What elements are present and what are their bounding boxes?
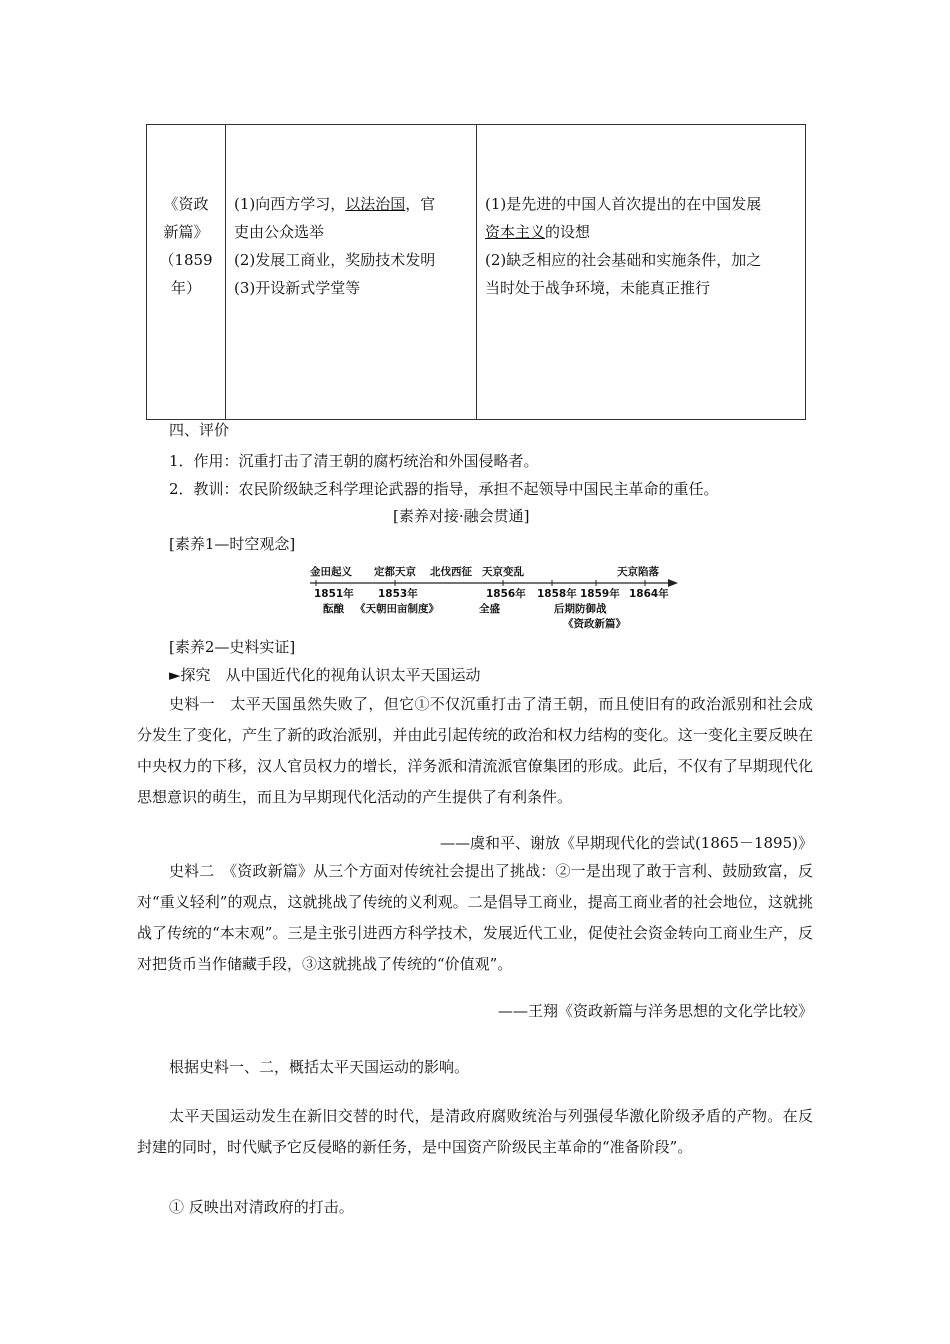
timeline-period: 酝酿	[323, 603, 344, 615]
timeline-period: 《资政新篇》	[563, 618, 626, 630]
content-cell	[226, 125, 477, 420]
literacy-heading: [素养1—时空观念]	[169, 535, 296, 553]
evaluation-line: (2)缺乏相应的社会基础和实施条件，加之	[485, 251, 762, 269]
content-line: 吏由公众选举	[234, 223, 325, 241]
content-line: (1)向西方学习，以法治国，官	[234, 195, 436, 213]
source-two-citation: ——王翔《资政新篇与洋务思想的文化学比较》	[497, 1002, 813, 1020]
timeline-year: 1851年	[314, 588, 354, 600]
evaluation-item: 2．教训：农民阶级缺乏科学理论武器的指导，承担不起领导中国民主革命的重任。	[169, 480, 719, 498]
timeline-period: 后期防御战	[554, 603, 607, 615]
timeline-period: 全盛	[479, 603, 500, 615]
timeline-year: 1853年	[378, 588, 418, 600]
explore-heading: ►探究 从中国近代化的视角认识太平天国运动	[169, 666, 481, 684]
answer: 太平天国运动发生在新旧交替的时代，是清政府腐败统治与列强侵华激化阶级矛盾的产物。在反封建的同时，时代赋予它反侵略的新任务，是中国资产阶级民主革命的“准备阶段”。	[137, 1107, 813, 1156]
timeline-year: 1864年	[629, 588, 669, 600]
evaluation-line: (1)是先进的中国人首次提出的在中国发展	[485, 195, 762, 213]
timeline-year: 1856年	[486, 588, 526, 600]
timeline-event: 金田起义	[310, 566, 352, 578]
evaluation-line: 资本主义的设想	[485, 223, 591, 241]
question: 根据史料一、二，概括太平天国运动的影响。	[169, 1058, 470, 1076]
doc-title-line: 年）	[170, 279, 201, 297]
evaluation-item: 1．作用：沉重打击了清王朝的腐朽统治和外国侵略者。	[169, 452, 539, 470]
source-two: 史料二 《资政新篇》从三个方面对传统社会提出了挑战：②一是出现了敢于言利、鼓励致富，反对“重义轻利”的观点，这就挑战了传统的义利观。二是倡导工商业，提高工商业者的社会地位，这就挑战了传统的“本末观”。三是主张引进西方科学技术，发展近代工业，促使社会资金转向工商业生产，反对把货币当作储藏手段，③这就挑战了传统的“价值观”。	[137, 862, 813, 973]
timeline-period: 《天朝田亩制度》	[355, 603, 439, 615]
section-heading: 四、评价	[169, 421, 230, 439]
source-one-citation: ——虞和平、谢放《早期现代化的尝试(1865－1895)》	[439, 834, 813, 852]
banner: [素养对接·融会贯通]	[393, 507, 530, 525]
timeline-event: 北伐西征	[430, 566, 472, 578]
doc-title-line: 《资政	[163, 195, 209, 213]
table-row	[147, 125, 806, 420]
source-one: 史料一 太平天国虽然失败了，但它①不仅沉重打击了清王朝，而且使旧有的政治派别和社会成分发生了变化，产生了新的政治派别，并由此引起传统的政治和权力结构的变化。这一变化主要反映在中央权力的下移，汉人官员权力的增长，洋务派和清流派官僚集团的形成。此后，不仅有了早期现代化思想意识的萌生，而且为早期现代化活动的产生提供了有利条件。	[137, 695, 813, 806]
doc-title-line: （1859	[159, 251, 213, 269]
doc-title-cell	[147, 125, 226, 420]
evaluation-line: 当时处于战争环境，未能真正推行	[485, 279, 711, 297]
content-line: (2)发展工商业，奖励技术发明	[234, 251, 436, 269]
doc-title-line: 新篇》	[163, 223, 209, 241]
timeline-event: 定都天京	[374, 566, 416, 578]
timeline-year: 1858年	[537, 588, 577, 600]
reform-table	[146, 124, 806, 420]
literacy-heading: [素养2—史料实证]	[169, 638, 296, 656]
annotation: ① 反映出对清政府的打击。	[169, 1198, 354, 1216]
evaluation-cell	[477, 125, 806, 420]
timeline-year: 1859年	[580, 588, 620, 600]
timeline-event: 天京陷落	[617, 566, 659, 578]
content-line: (3)开设新式学堂等	[234, 279, 361, 297]
timeline-event: 天京变乱	[482, 566, 524, 578]
